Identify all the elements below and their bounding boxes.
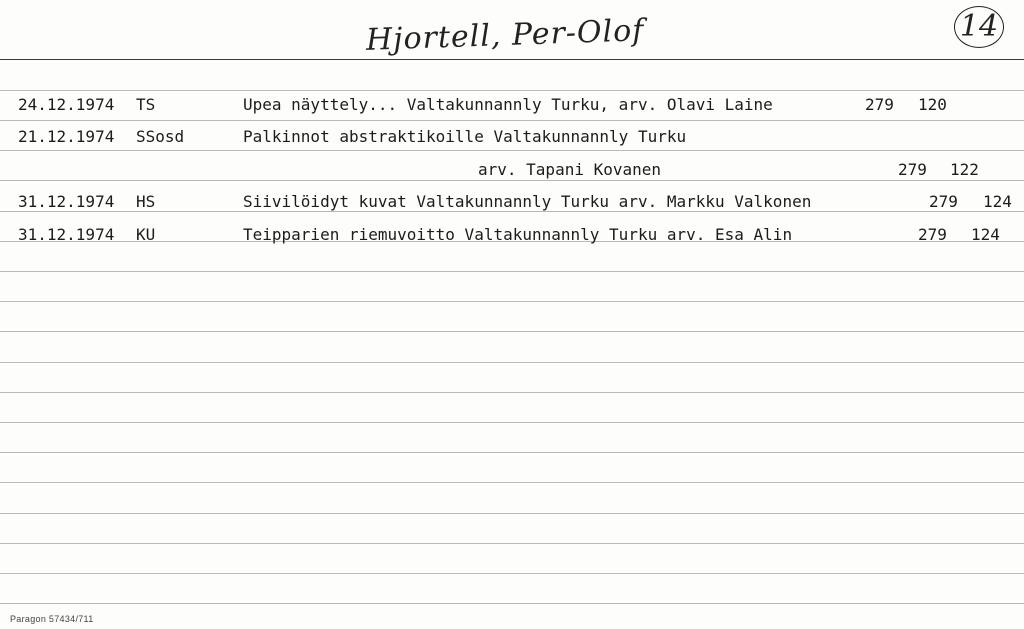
card-number-badge: 14 [954, 6, 1004, 48]
printer-imprint: Paragon 57434/711 [10, 614, 94, 624]
ruled-line [0, 180, 1024, 181]
entry-title: Palkinnot abstraktikoille Valtakunnannly Turku [243, 127, 687, 146]
ruled-line [0, 301, 1024, 302]
entry-col2: 124 [971, 225, 1000, 244]
ruled-line [0, 211, 1024, 212]
ruled-line [0, 392, 1024, 393]
ruled-line [0, 603, 1024, 604]
ruled-line [0, 362, 1024, 363]
ruled-line [0, 90, 1024, 91]
ruled-line [0, 422, 1024, 423]
entry-col2: 120 [918, 95, 947, 114]
ruled-line [0, 120, 1024, 121]
entry-source: KU [136, 225, 156, 244]
ruled-line [0, 452, 1024, 453]
ruled-line [0, 271, 1024, 272]
ruled-line [0, 573, 1024, 574]
header-rule [0, 59, 1024, 60]
entry-col1: 279 [898, 160, 927, 179]
ruled-line [0, 150, 1024, 151]
entry-col1: 279 [918, 225, 947, 244]
ruled-line [0, 513, 1024, 514]
entry-source: SSosd [136, 127, 185, 146]
entry-col1: 279 [929, 192, 958, 211]
entry-date: 31.12.1974 [18, 192, 115, 211]
entry-col2: 124 [983, 192, 1012, 211]
ruled-line [0, 331, 1024, 332]
entry-col2: 122 [950, 160, 979, 179]
entry-title-continued: arv. Tapani Kovanen [478, 160, 662, 179]
entry-title: Siivilöidyt kuvat Valtakunnannly Turku arv. Markku Valkonen [243, 192, 812, 211]
entry-col1: 279 [865, 95, 894, 114]
ruled-line [0, 543, 1024, 544]
entry-date: 31.12.1974 [18, 225, 115, 244]
entry-source: TS [136, 95, 156, 114]
entry-title: Upea näyttely... Valtakunnannly Turku, arv. Olavi Laine [243, 95, 773, 114]
entry-date: 24.12.1974 [18, 95, 115, 114]
ruled-line [0, 482, 1024, 483]
entry-date: 21.12.1974 [18, 127, 115, 146]
entry-source: HS [136, 192, 156, 211]
entry-title: Teipparien riemuvoitto Valtakunnannly Turku arv. Esa Alin [243, 225, 793, 244]
card-heading: Hjortell, Per-Olof [365, 13, 645, 58]
